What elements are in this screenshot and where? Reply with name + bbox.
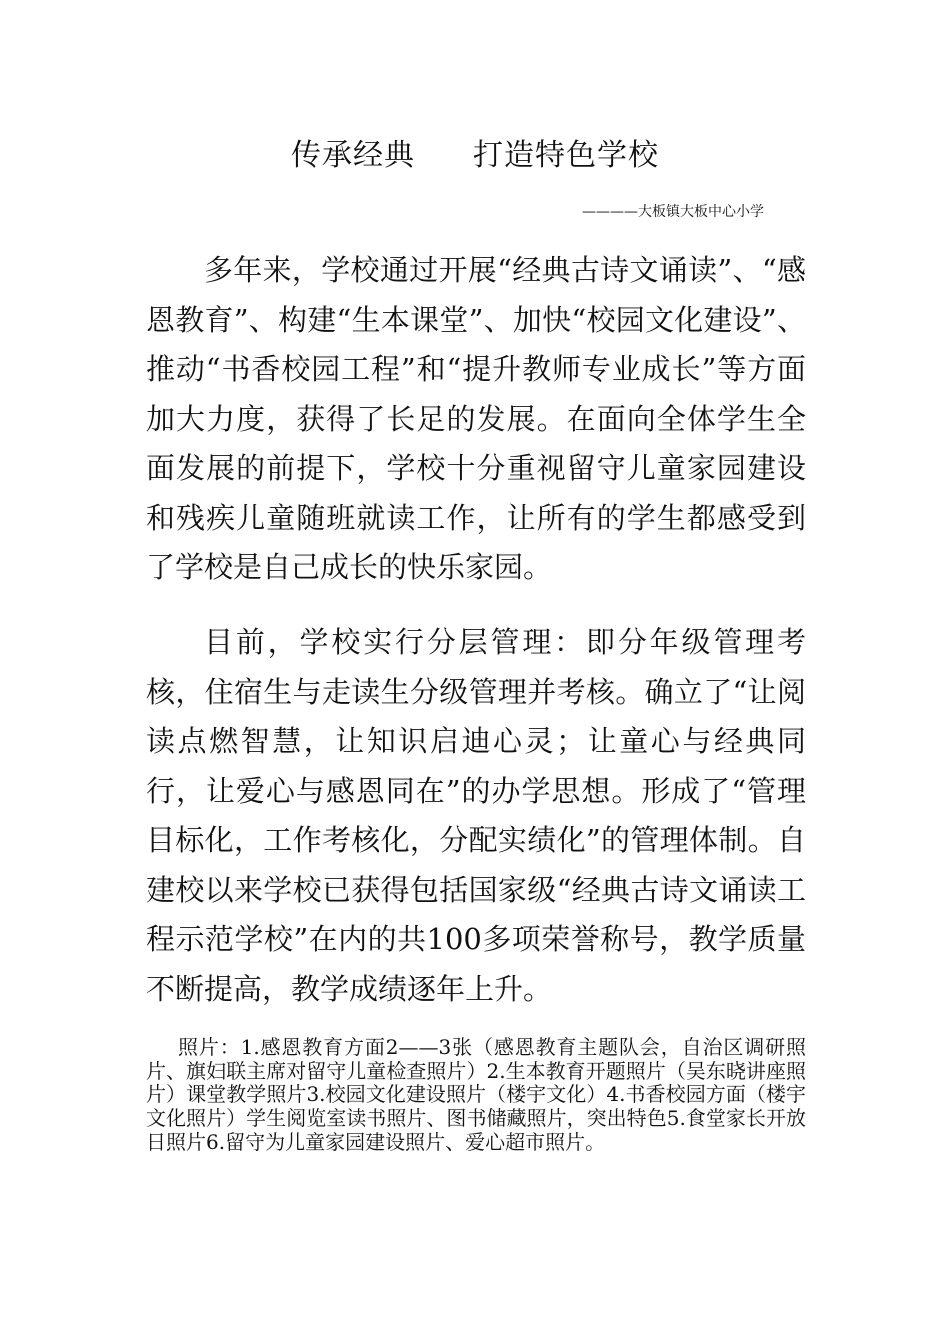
body-paragraph-2: 目前，学校实行分层管理：即分年级管理考核，住宿生与走读生分级管理并考核。确立了“让阅读点燃智慧，让知识启迪心灵；让童心与经典同行，让爱心与感恩同在”的办学思想。形成了“管理目标化，工作考核化，分配实绩化”的管理体制。自建校以来学校已获得包括国家级“经典古诗文诵读工程示范学校”在内的共100多项荣誉称号，教学质量不断提高，教学成绩逐年上升。 — [146, 625, 806, 1006]
body-paragraph-1: 多年来，学校通过开展“经典古诗文诵读”、“感恩教育”、构建“生本课堂”、加快“校园文化建设”、推动“书香校园工程”和“提升教师专业成长”等方面加大力度，获得了长足的发展。在面向全体学生全面发展的前提下，学校十分重视留守儿童家园建设和残疾儿童随班就读工作，让所有的学生都感受到了学校是自己成长的快乐家园。 — [146, 253, 806, 584]
document-title — [0, 130, 950, 174]
author-byline: ————大板镇大板中心小学 — [582, 204, 764, 220]
photo-note: 照片：1.感恩教育方面2——3张（感恩教育主题队会，自治区调研照片、旗妇联主席对留守儿童检查照片）2.生本教育开题照片（吴东晓讲座照片）课堂教学照片3.校园文化建设照片（楼宇文化）4.书香校园方面（楼宇文化照片）学生阅览室读书照片、图书储藏照片，突出特色5.食堂家长开放日照片6.留守为儿童家园建设照片、爱心超市照片。 — [146, 1035, 806, 1154]
title-part-1: 传承经典 — [291, 138, 415, 173]
title-part-2: 打造特色学校 — [473, 138, 659, 173]
